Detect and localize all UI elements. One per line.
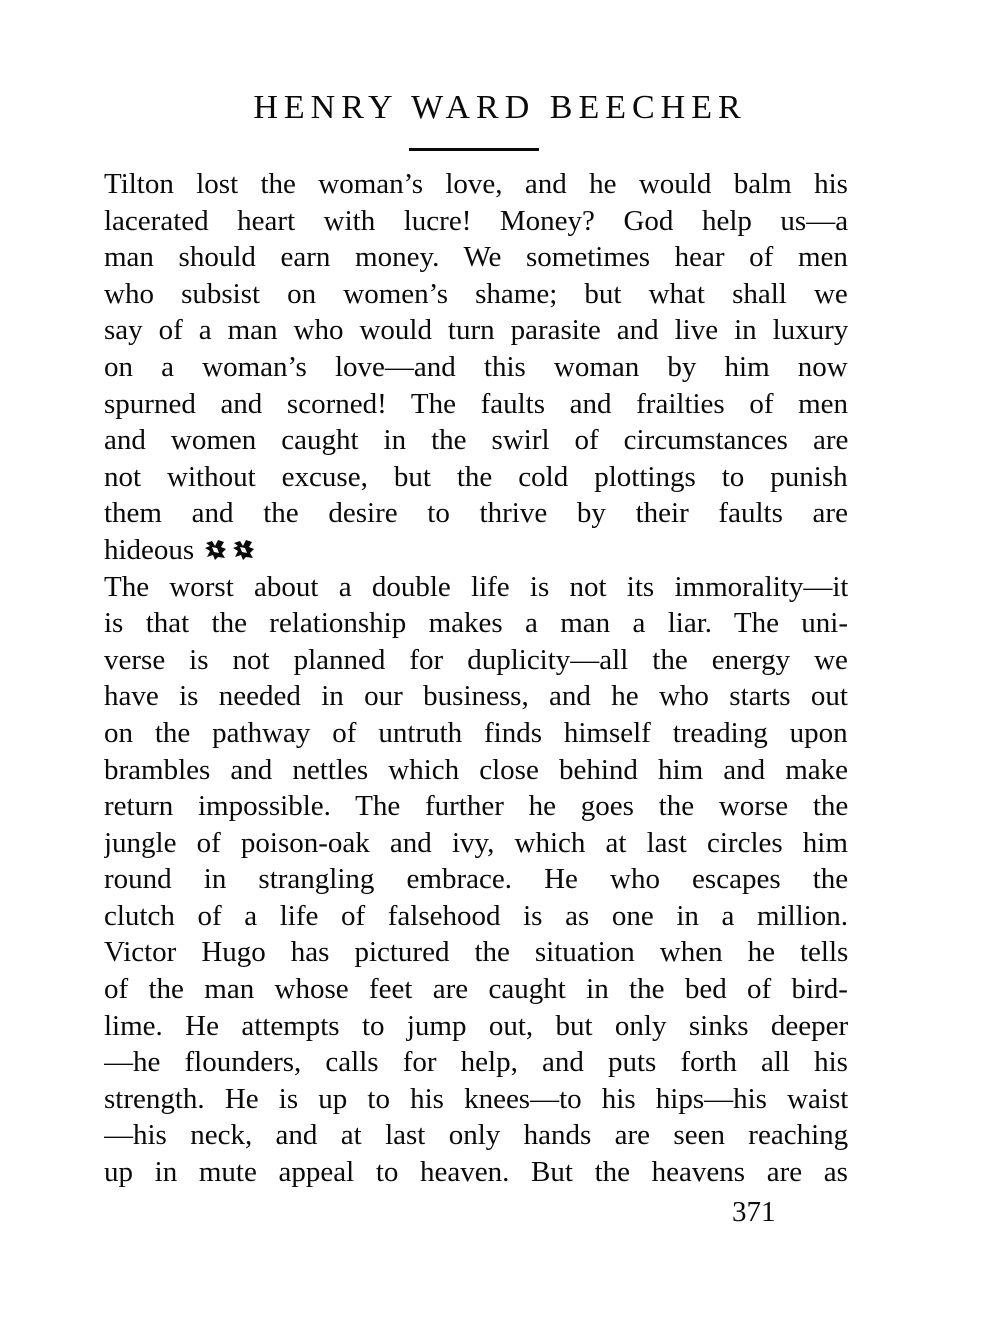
- running-head: HENRY WARD BEECHER: [253, 89, 747, 126]
- text-line: strength. He is up to his knees—to his hips—his waist: [104, 1082, 848, 1115]
- header-rule: [409, 148, 539, 151]
- text-line: on the pathway of untruth finds himself treading upon: [104, 716, 848, 749]
- text-line: The worst about a double life is not its immorality—it: [104, 570, 848, 603]
- text-line: who subsist on women’s shame; but what shall we: [104, 277, 848, 310]
- text-line: spurned and scorned! The faults and frailties of men: [104, 387, 848, 420]
- text-line: —his neck, and at last only hands are seen reaching: [104, 1119, 848, 1152]
- text-line: verse is not planned for duplicity—all the energy we: [104, 643, 848, 676]
- text-line: Tilton lost the woman’s love, and he would balm his: [104, 168, 848, 200]
- fleuron-icon: [232, 534, 256, 556]
- text-line: up in mute appeal to heaven. But the heavens are as: [104, 1156, 848, 1189]
- text-line: lime. He attempts to jump out, but only sinks deeper: [104, 1009, 848, 1042]
- paragraph-2: [104, 569, 848, 1191]
- paragraph-1: [104, 166, 848, 569]
- text-line: not without excuse, but the cold plottings to punish: [104, 460, 848, 493]
- text-line: have is needed in our business, and he who starts out: [104, 680, 848, 713]
- text-line: —he flounders, calls for help, and puts forth all his: [104, 1046, 848, 1079]
- text-line: on a woman’s love—and this woman by him now: [104, 350, 848, 383]
- text-line: return impossible. The further he goes the worse the: [104, 790, 848, 823]
- text-line: of the man whose feet are caught in the bed of bird-: [104, 973, 848, 1006]
- fleuron-icon: [204, 534, 228, 556]
- text-line: brambles and nettles which close behind him and make: [104, 753, 848, 786]
- body-text: [104, 166, 848, 1191]
- text-line: and women caught in the swirl of circumstances are: [104, 424, 848, 457]
- page-number: 371: [732, 1196, 776, 1228]
- text-line: say of a man who would turn parasite and live in luxury: [104, 314, 848, 347]
- text-line: jungle of poison-oak and ivy, which at last circles him: [104, 826, 848, 859]
- text-line: clutch of a life of falsehood is as one in a million.: [104, 899, 848, 932]
- text-line: round in strangling embrace. He who escapes the: [104, 863, 848, 896]
- text-line: hideous: [104, 533, 195, 566]
- text-line: is that the relationship makes a man a liar. The uni-: [104, 607, 848, 640]
- text-line: lacerated heart with lucre! Money? God help us—a: [104, 204, 848, 237]
- text-line: Victor Hugo has pictured the situation when he tells: [104, 936, 848, 969]
- text-line-with-ornaments: [104, 532, 848, 569]
- text-line: them and the desire to thrive by their faults are: [104, 497, 848, 530]
- text-line: man should earn money. We sometimes hear of men: [104, 241, 848, 274]
